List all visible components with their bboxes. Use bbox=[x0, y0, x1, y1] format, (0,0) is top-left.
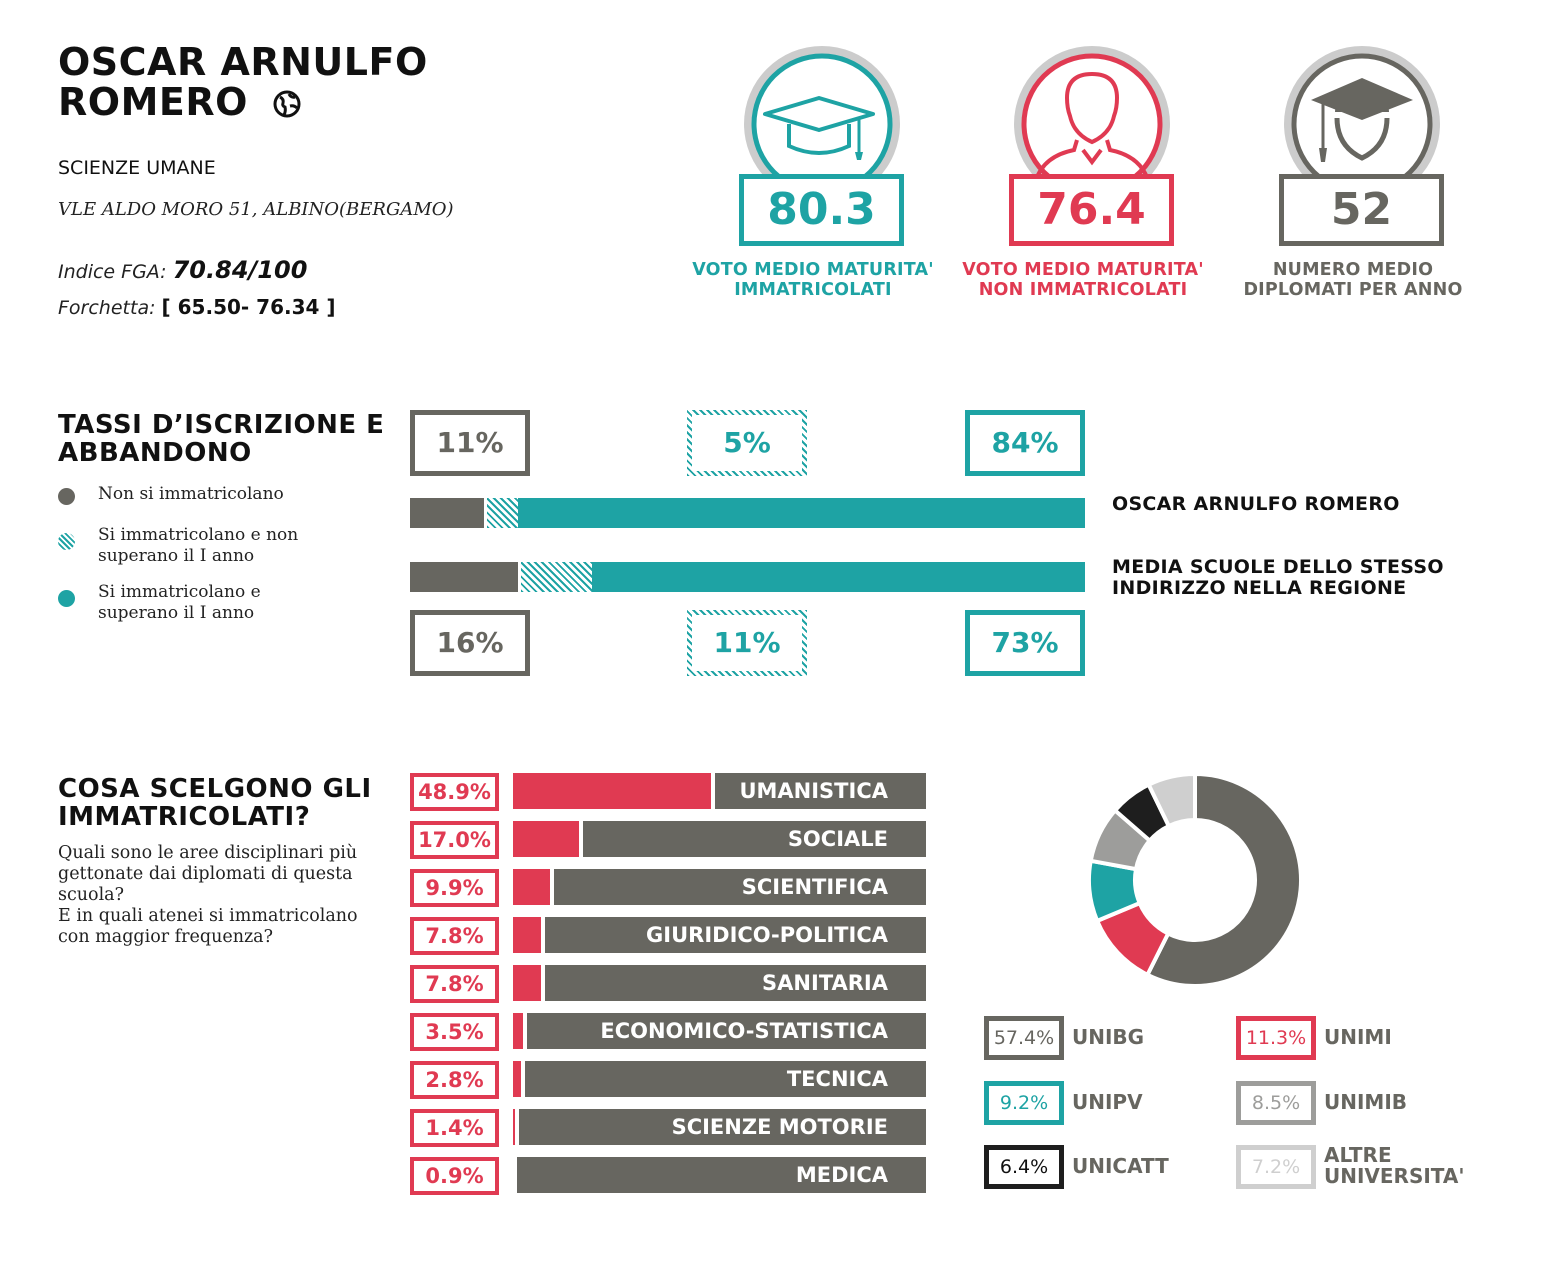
area-name: GIURIDICO-POLITICA bbox=[646, 923, 888, 947]
area-percent: 7.8% bbox=[410, 965, 499, 1003]
region-dropout-value-text: 11% bbox=[692, 615, 802, 671]
stat-label-3-line1: NUMERO MEDIO bbox=[1272, 260, 1434, 280]
stat-value-1: 80.3 bbox=[739, 174, 904, 246]
region-continue-value: 73% bbox=[965, 610, 1085, 676]
stat-label-1-line2: IMMATRICOLATI bbox=[734, 280, 892, 300]
area-bar-fill bbox=[513, 773, 715, 809]
desc-line-2: scuola? bbox=[58, 885, 125, 905]
areas-title-line2: IMMATRICOLATI? bbox=[58, 802, 311, 832]
stat-label-3 bbox=[1203, 260, 1503, 300]
area-percent: 9.9% bbox=[410, 869, 499, 907]
desc-line-4: con maggior frequenza? bbox=[58, 927, 273, 947]
legend-dot-teal bbox=[58, 590, 75, 607]
area-bar bbox=[513, 821, 926, 857]
uni-legend-item bbox=[1236, 1016, 1476, 1060]
area-percent: 2.8% bbox=[410, 1061, 499, 1099]
area-name: SCIENTIFICA bbox=[741, 875, 888, 899]
school-bar-dropout bbox=[484, 498, 518, 528]
uni-legend-item bbox=[1236, 1081, 1476, 1125]
area-bar bbox=[513, 1157, 926, 1193]
area-percent: 17.0% bbox=[410, 821, 499, 859]
stat-label-1-line1: VOTO MEDIO MATURITA' bbox=[692, 260, 934, 280]
area-name: SCIENZE MOTORIE bbox=[671, 1115, 888, 1139]
school-bar-label: OSCAR ARNULFO ROMERO bbox=[1112, 493, 1400, 515]
area-bar-fill bbox=[513, 965, 545, 1001]
legend-1-line1: Si immatricolano e non bbox=[98, 525, 299, 545]
stat-voto-non-immatricolati bbox=[953, 40, 1213, 320]
uni-percent: 9.2% bbox=[984, 1081, 1064, 1125]
stat-voto-immatricolati bbox=[683, 40, 943, 320]
uni-legend-item bbox=[984, 1016, 1224, 1060]
area-name: SOCIALE bbox=[787, 827, 888, 851]
area-bar bbox=[513, 1109, 926, 1145]
uni-legend-item bbox=[984, 1081, 1224, 1125]
range-value: [ 65.50- 76.34 ] bbox=[161, 295, 336, 319]
area-bar-fill bbox=[513, 869, 554, 905]
uni-name: UNIBG bbox=[1072, 1025, 1145, 1049]
area-row bbox=[410, 773, 926, 811]
fga-value: 70.84/100 bbox=[172, 256, 308, 284]
school-not-enrolled-value: 11% bbox=[410, 410, 530, 476]
school-dropout-value bbox=[687, 410, 807, 476]
range-label: Forchetta: bbox=[58, 297, 162, 319]
area-name: MEDICA bbox=[795, 1163, 888, 1187]
areas-title bbox=[58, 775, 372, 831]
area-row bbox=[410, 1109, 926, 1147]
school-enrollment-bar bbox=[410, 498, 1085, 528]
school-name bbox=[58, 42, 428, 122]
uni-legend-item bbox=[1236, 1145, 1476, 1189]
area-name: ECONOMICO-STATISTICA bbox=[600, 1019, 888, 1043]
legend-0-line1: Non si immatricolano bbox=[98, 484, 284, 504]
legend-not-enrolled-text bbox=[98, 484, 358, 505]
uni-name: UNICATT bbox=[1072, 1154, 1169, 1178]
stat-label-3-line2: DIPLOMATI PER ANNO bbox=[1243, 280, 1463, 300]
areas-title-line1: COSA SCELGONO GLI bbox=[58, 774, 372, 804]
stat-label-1 bbox=[663, 260, 963, 300]
region-bar-continue bbox=[592, 562, 1085, 592]
uni-percent: 7.2% bbox=[1236, 1145, 1316, 1189]
stat-value-3: 52 bbox=[1279, 174, 1444, 246]
area-name: UMANISTICA bbox=[739, 779, 888, 803]
area-bar bbox=[513, 917, 926, 953]
stat-numero-diplomati bbox=[1223, 40, 1483, 320]
enrollment-title-line1: TASSI D’ISCRIZIONE E bbox=[58, 410, 385, 440]
region-not-enrolled-value: 16% bbox=[410, 610, 530, 676]
area-row bbox=[410, 1061, 926, 1099]
fga-range bbox=[58, 295, 336, 319]
area-percent: 0.9% bbox=[410, 1157, 499, 1195]
legend-1-line2: superano il I anno bbox=[98, 546, 255, 566]
area-row bbox=[410, 917, 926, 955]
area-bar-fill bbox=[513, 1061, 525, 1097]
area-bar-fill bbox=[513, 1013, 527, 1049]
area-percent: 48.9% bbox=[410, 773, 499, 811]
region-bar-label bbox=[1112, 557, 1444, 599]
areas-description bbox=[58, 843, 378, 948]
area-percent: 1.4% bbox=[410, 1109, 499, 1147]
area-row bbox=[410, 821, 926, 859]
legend-2-line1: Si immatricolano e bbox=[98, 582, 261, 602]
region-enrollment-bar bbox=[410, 562, 1085, 592]
area-bar bbox=[513, 773, 926, 809]
uni-legend-item bbox=[984, 1145, 1224, 1189]
legend-continue-text bbox=[98, 582, 358, 624]
desc-line-0: Quali sono le aree disciplinari più bbox=[58, 843, 358, 863]
region-bar-dropout bbox=[518, 562, 592, 592]
school-name-line2: ROMERO bbox=[58, 80, 248, 124]
legend-2-line2: superano il I anno bbox=[98, 603, 255, 623]
area-row bbox=[410, 869, 926, 907]
uni-name: UNIPV bbox=[1072, 1090, 1143, 1114]
desc-line-3: E in quali atenei si immatricolano bbox=[58, 906, 358, 926]
area-bar-fill bbox=[513, 917, 545, 953]
uni-name: ALTRE UNIVERSITA' bbox=[1324, 1143, 1465, 1188]
stat-label-2 bbox=[933, 260, 1233, 300]
uni-percent: 11.3% bbox=[1236, 1016, 1316, 1060]
legend-dropout-text bbox=[98, 525, 358, 567]
area-bar bbox=[513, 1013, 926, 1049]
region-bar-not-enrolled bbox=[410, 562, 518, 592]
enrollment-title-line2: ABBANDONO bbox=[58, 438, 252, 468]
area-row bbox=[410, 1157, 926, 1195]
region-bar-label-line2: INDIRIZZO NELLA REGIONE bbox=[1112, 577, 1407, 599]
area-row bbox=[410, 1013, 926, 1051]
area-bar-fill bbox=[513, 1109, 519, 1145]
enrollment-title bbox=[58, 411, 384, 467]
school-continue-value: 84% bbox=[965, 410, 1085, 476]
uni-name: UNIMIB bbox=[1324, 1090, 1408, 1114]
area-percent: 3.5% bbox=[410, 1013, 499, 1051]
fga-label: Indice FGA: bbox=[58, 261, 173, 283]
fga-index bbox=[58, 256, 307, 284]
uni-percent: 6.4% bbox=[984, 1145, 1064, 1189]
universities-donut-chart bbox=[1080, 765, 1310, 995]
region-bar-label-line1: MEDIA SCUOLE DELLO STESSO bbox=[1112, 556, 1444, 578]
area-name: TECNICA bbox=[786, 1067, 888, 1091]
area-bar bbox=[513, 965, 926, 1001]
region-dropout-value bbox=[687, 610, 807, 676]
school-bar-not-enrolled bbox=[410, 498, 484, 528]
school-name-line1: OSCAR ARNULFO bbox=[58, 40, 428, 84]
desc-line-1: gettonate dai diplomati di questa bbox=[58, 864, 353, 884]
school-bar-continue bbox=[518, 498, 1085, 528]
area-bar bbox=[513, 869, 926, 905]
school-dropout-value-text: 5% bbox=[692, 415, 802, 471]
stat-value-2: 76.4 bbox=[1009, 174, 1174, 246]
uni-name: UNIMI bbox=[1324, 1025, 1392, 1049]
area-bar-fill bbox=[513, 1157, 517, 1193]
area-bar bbox=[513, 1061, 926, 1097]
legend-dot-gray bbox=[58, 488, 75, 505]
area-row bbox=[410, 965, 926, 1003]
stat-label-2-line2: NON IMMATRICOLATI bbox=[978, 280, 1188, 300]
globe-icon[interactable] bbox=[272, 86, 302, 116]
uni-percent: 57.4% bbox=[984, 1016, 1064, 1060]
school-track: SCIENZE UMANE bbox=[58, 157, 216, 179]
school-address: VLE ALDO MORO 51, ALBINO(BERGAMO) bbox=[58, 199, 454, 220]
area-percent: 7.8% bbox=[410, 917, 499, 955]
uni-percent: 8.5% bbox=[1236, 1081, 1316, 1125]
area-name: SANITARIA bbox=[762, 971, 888, 995]
area-bar-fill bbox=[513, 821, 583, 857]
legend-dot-hatch bbox=[58, 533, 75, 550]
stat-label-2-line1: VOTO MEDIO MATURITA' bbox=[962, 260, 1204, 280]
